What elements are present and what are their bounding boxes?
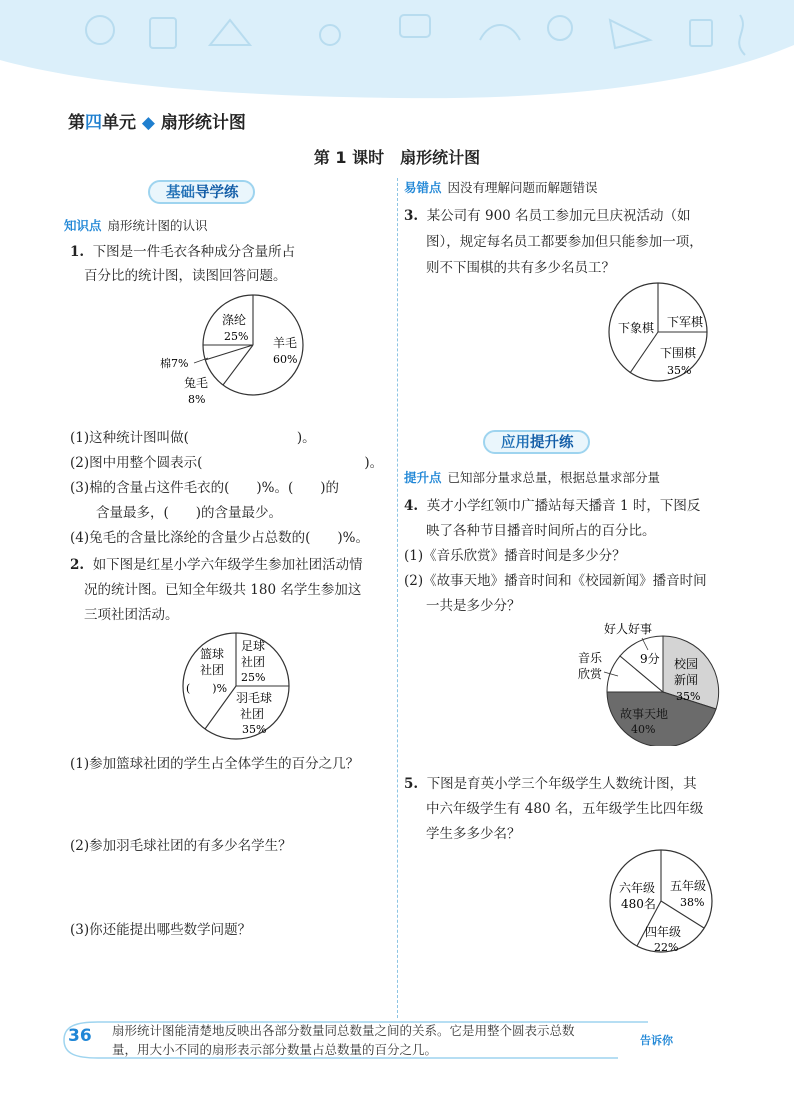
label-news-b: 新闻 <box>674 673 699 687</box>
q3-text-1: 某公司有 900 名员工参加元旦庆祝活动（如 <box>426 208 691 224</box>
label-g5: 五年级 <box>670 879 707 893</box>
q2-sub-2: (2)参加羽毛球社团的有多少名学生？ <box>70 838 292 854</box>
q1-sub-4: (4)兔毛的含量比涤纶的含量少占总数的( )%。 <box>70 530 369 546</box>
q1-sub-3: (3)棉的含量占这件毛衣的( )%。( )的 <box>70 480 340 496</box>
q4-line-1 <box>404 496 700 516</box>
label-badminton-a: 羽毛球 <box>236 691 273 705</box>
q3-number: 3. <box>404 208 419 224</box>
page-number: 36 <box>68 1026 92 1046</box>
label-news-a: 校园 <box>674 657 699 671</box>
unit-prefix: 第 <box>68 113 85 133</box>
footer-line-2: 量，用大小不同的扇形表示部分数量占总数量的百分之几。 <box>112 1042 438 1057</box>
label-football-a: 足球 <box>241 639 266 653</box>
label-news-pct: 35% <box>676 690 701 703</box>
label-g5-pct: 38% <box>680 896 705 909</box>
label-cotton: 棉7% <box>160 357 189 370</box>
q2-line-3: 三项社团活动。 <box>84 607 179 623</box>
unit-title <box>68 108 246 133</box>
q2-sub-3: (3)你还能提出哪些数学问题？ <box>70 922 252 938</box>
label-g4: 四年级 <box>645 925 682 939</box>
label-polyester-pct: 25% <box>224 330 249 343</box>
label-badminton-pct: 35% <box>242 723 267 736</box>
q3-pie-chart <box>603 282 715 386</box>
q1-sub-1: (1)这种统计图叫做( )。 <box>70 430 316 446</box>
label-music-a: 音乐 <box>578 651 603 665</box>
banner-label-a: 应用 <box>501 435 530 451</box>
improve-tag: 提升点 <box>404 470 442 485</box>
label-music-b: 欣赏 <box>578 667 603 681</box>
footer-line-1: 扇形统计图能清楚地反映出各部分数量同总数量之间的关系。它是用整个圆表示总数 <box>112 1023 575 1038</box>
q4-sub-1: (1)《音乐欣赏》播音时间是多少分？ <box>404 548 626 564</box>
improve-tagline <box>404 468 660 486</box>
q2-sub-1: (1)参加篮球社团的学生占全体学生的百分之几？ <box>70 756 360 772</box>
label-go-pct: 35% <box>667 364 692 377</box>
q2-number: 2. <box>70 557 85 573</box>
label-football-pct: 25% <box>241 671 266 684</box>
tell-you-badge: 告诉你 <box>640 1034 673 1047</box>
q4-sub-2: (2)《故事天地》播音时间和《校园新闻》播音时间 <box>404 573 707 589</box>
column-divider <box>397 178 398 1018</box>
q5-line-2: 中六年级学生有 480 名，五年级学生比四年级 <box>426 801 704 817</box>
diamond-icon: ◆ <box>141 113 155 133</box>
q5-text-1: 下图是育英小学三个年级学生人数统计图，其 <box>426 776 697 792</box>
label-basketball-b: 社团 <box>200 663 225 677</box>
error-tagline <box>404 178 598 196</box>
label-g6-n: 480名 <box>621 897 656 911</box>
q1-text-1: 下图是一件毛衣各种成分含量所占 <box>92 244 296 260</box>
q4-number: 4. <box>404 498 419 514</box>
label-rabbit: 兔毛 <box>184 376 209 390</box>
label-wool: 羊毛 <box>273 336 298 350</box>
q1-number: 1. <box>70 244 85 260</box>
label-polyester: 涤纶 <box>222 313 247 327</box>
q5-number: 5. <box>404 776 419 792</box>
q1-pie-chart <box>150 290 320 410</box>
banner-label-a: 基础 <box>166 185 195 201</box>
q1-sub-3b: 含量最多，( )的含量最少。 <box>96 505 283 521</box>
label-chess: 下象棋 <box>618 321 655 335</box>
label-army: 下军棋 <box>667 315 704 329</box>
knowledge-tagline <box>64 216 208 234</box>
q5-line-3: 学生多多少名？ <box>426 826 521 842</box>
q1-line-1 <box>70 242 295 262</box>
label-badminton-b: 社团 <box>240 707 265 721</box>
q4-line-2: 映了各种节目播音时间所占的百分比。 <box>426 523 656 539</box>
q3-line-2: 图），规定每名员工都要参加但只能参加一项， <box>426 234 703 250</box>
q2-pie-chart <box>178 630 298 744</box>
q5-pie-chart <box>604 848 720 958</box>
error-tag: 易错点 <box>404 180 442 195</box>
lesson-title: 第 1 课时 扇形统计图 <box>313 148 481 167</box>
label-go: 下围棋 <box>660 346 697 360</box>
q2-line-1 <box>70 555 363 575</box>
knowledge-text: 扇形统计图的认识 <box>107 218 208 233</box>
q4-pie-chart <box>560 620 720 746</box>
footer-note <box>112 1021 642 1059</box>
label-story: 故事天地 <box>620 707 669 721</box>
q2-line-2: 况的统计图。已知全年级共 180 名学生参加这 <box>84 582 362 598</box>
q1-line-2: 百分比的统计图，读图回答问题。 <box>84 268 287 284</box>
error-text: 因没有理解问题而解题错误 <box>447 180 598 195</box>
section-banner-basic <box>148 180 255 204</box>
label-basketball-pct: ( )% <box>186 682 228 695</box>
label-basketball-a: 篮球 <box>200 647 225 661</box>
q3-line-3: 则不下围棋的共有多少名员工？ <box>426 260 615 276</box>
label-good: 好人好事 <box>604 622 653 636</box>
label-story-pct: 40% <box>631 723 656 736</box>
knowledge-tag: 知识点 <box>64 218 102 233</box>
q4-sub-2b: 一共是多少分？ <box>426 598 521 614</box>
section-banner-apply <box>483 430 590 454</box>
header-decoration <box>0 0 794 100</box>
improve-text: 已知部分量求总量，根据总量求部分量 <box>447 470 661 485</box>
label-wool-pct: 60% <box>273 353 298 366</box>
q1-sub-2: (2)图中用整个圆表示( )。 <box>70 455 384 471</box>
label-football-b: 社团 <box>241 655 266 669</box>
label-good-min: 9分 <box>640 652 660 666</box>
q4-text-1: 英才小学红领巾广播站每天播音 1 时，下图反 <box>426 498 701 514</box>
label-g6: 六年级 <box>619 881 656 895</box>
q3-line-1 <box>404 206 691 226</box>
q5-line-1 <box>404 774 697 794</box>
unit-suffix: 单元 <box>102 113 136 133</box>
banner-label-b: 提升练 <box>530 435 574 451</box>
label-g4-pct: 22% <box>654 941 679 954</box>
label-rabbit-pct: 8% <box>188 393 206 406</box>
unit-number: 四 <box>85 113 102 133</box>
q2-text-1: 如下图是红星小学六年级学生参加社团活动情 <box>92 557 363 573</box>
unit-topic: 扇形统计图 <box>160 113 246 133</box>
banner-label-b: 导学练 <box>195 185 239 201</box>
